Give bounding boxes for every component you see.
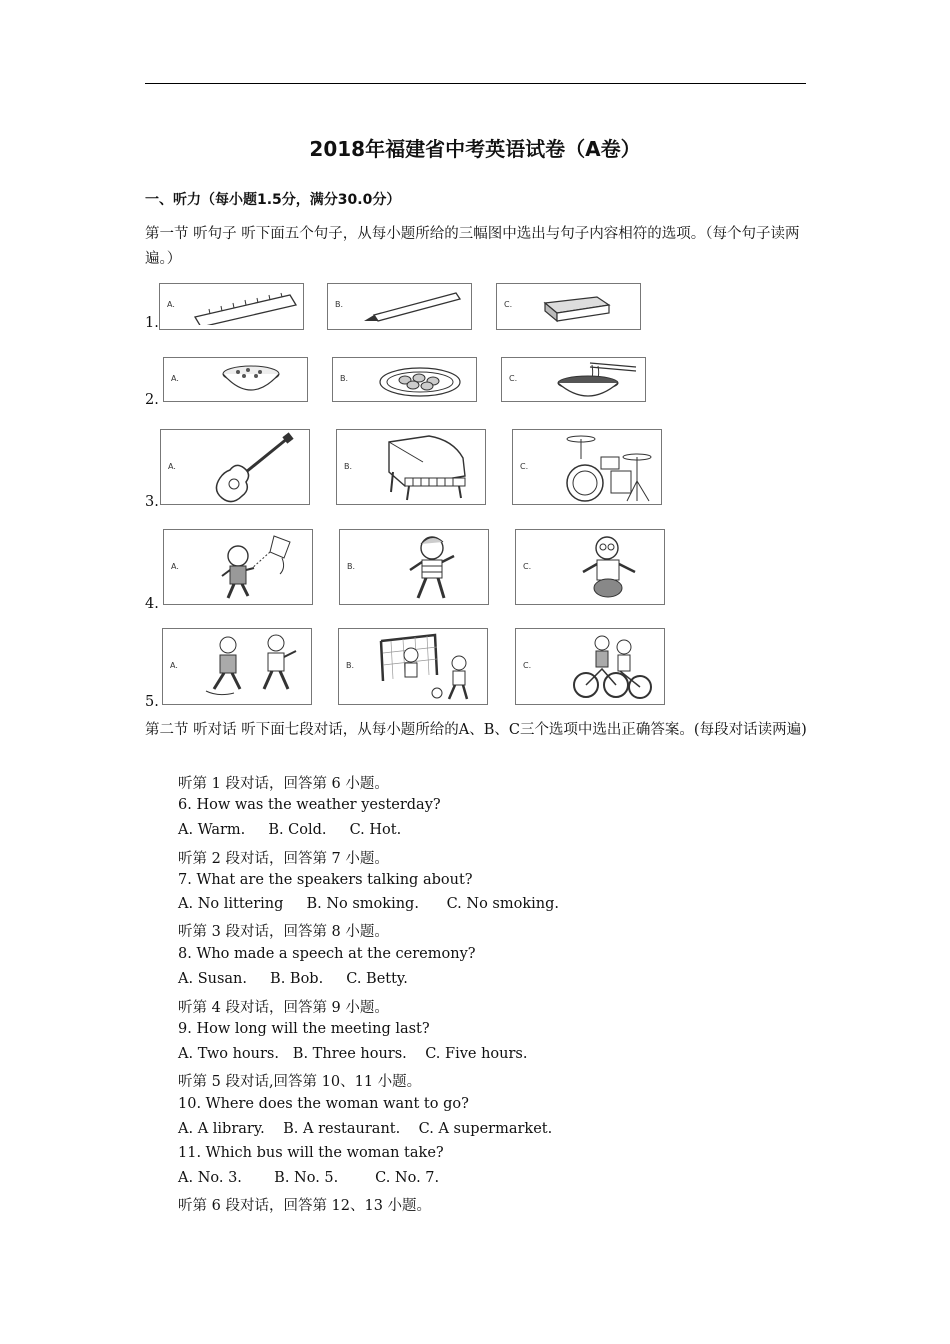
option-picture [512,429,662,505]
question-number: 5. [145,694,159,710]
option-label: B. [340,374,349,383]
page-title: 2018年福建省中考英语试卷（A卷） [309,137,641,161]
option-label: A. [168,462,176,471]
eraser-icon [539,289,619,325]
option-picture [515,529,665,605]
option-label: A. [167,300,175,309]
guitar-icon [206,432,296,504]
header-rule [145,83,806,84]
option-label: A. [171,562,179,571]
rice-bowl-icon [216,360,286,400]
option-picture [162,628,312,705]
drums-icon [551,431,661,505]
pencil-icon [360,289,470,325]
answer-options: A. Two hours. B. Three hours. C. Five hours. [178,1046,528,1062]
piano-icon [379,432,479,504]
option-picture [515,628,665,705]
option-picture [159,283,304,330]
option-label: C. [523,562,532,571]
question-number: 2. [145,392,159,408]
running-kids-icon [198,631,308,703]
option-label: B. [335,300,344,309]
question-number: 1. [145,315,159,331]
option-picture [339,529,489,605]
question-text: 8. Who made a speech at the ceremony? [178,946,476,962]
part1-instructions: 第一节 听句子 听下面五个句子，从每小题所给的三幅图中选出与句子内容相符的选项。（每个句子读两遍。） [145,226,800,267]
kite-flying-boy-icon [214,532,304,604]
question-text: 7. What are the speakers talking about? [178,872,473,888]
part2-instructions: 第二节 听对话 听下面七段对话，从每小题所给的A、B、C三个选项中选出正确答案。(每段对话读两遍) [145,722,807,738]
dialogue-intro: 听第 4 段对话，回答第 9 小题。 [178,1000,389,1016]
question-text: 9. How long will the meeting last? [178,1021,430,1037]
answer-options: A. A library. B. A restaurant. C. A supermarket. [178,1121,553,1137]
option-label: C. [523,661,532,670]
dialogue-intro: 听第 6 段对话，回答第 12、13 小题。 [178,1198,432,1214]
option-picture [501,357,646,402]
question-number: 4. [145,596,159,612]
question-text: 11. Which bus will the woman take? [178,1145,444,1161]
option-picture [163,529,313,605]
answer-options: A. Warm. B. Cold. C. Hot. [178,822,402,838]
dialogue-intro: 听第 1 段对话，回答第 6 小题。 [178,776,389,792]
dancing-boy-icon [400,532,470,604]
cycling-kids-icon [568,631,658,703]
noodles-bowl-icon [550,359,640,401]
dialogue-intro: 听第 3 段对话，回答第 8 小题。 [178,924,389,940]
dialogue-intro: 听第 5 段对话,回答第 10、11 小题。 [178,1074,422,1090]
soccer-kids-icon [375,631,485,703]
option-label: C. [509,374,518,383]
ruler-icon [190,289,300,325]
option-label: B. [344,462,353,471]
option-label: B. [347,562,356,571]
option-picture [496,283,641,330]
option-picture [336,429,486,505]
option-picture [163,357,308,402]
option-label: A. [170,661,178,670]
option-label: A. [171,374,179,383]
dialogue-intro: 听第 2 段对话，回答第 7 小题。 [178,851,389,867]
seated-boy-icon [571,532,651,604]
answer-options: A. No. 3. B. No. 5. C. No. 7. [178,1170,440,1186]
question-number: 3. [145,494,159,510]
dumplings-plate-icon [375,360,465,400]
answer-options: A. Susan. B. Bob. C. Betty. [178,971,408,987]
section-heading-listening: 一、听力（每小题1.5分，满分30.0分） [145,192,401,208]
option-label: B. [346,661,355,670]
option-picture [327,283,472,330]
option-picture [160,429,310,505]
answer-options: A. No littering B. No smoking. C. No smoking. [178,896,559,912]
option-label: C. [504,300,513,309]
option-picture [332,357,477,402]
option-label: C. [520,462,529,471]
option-picture [338,628,488,705]
question-text: 6. How was the weather yesterday? [178,797,441,813]
question-text: 10. Where does the woman want to go? [178,1096,469,1112]
